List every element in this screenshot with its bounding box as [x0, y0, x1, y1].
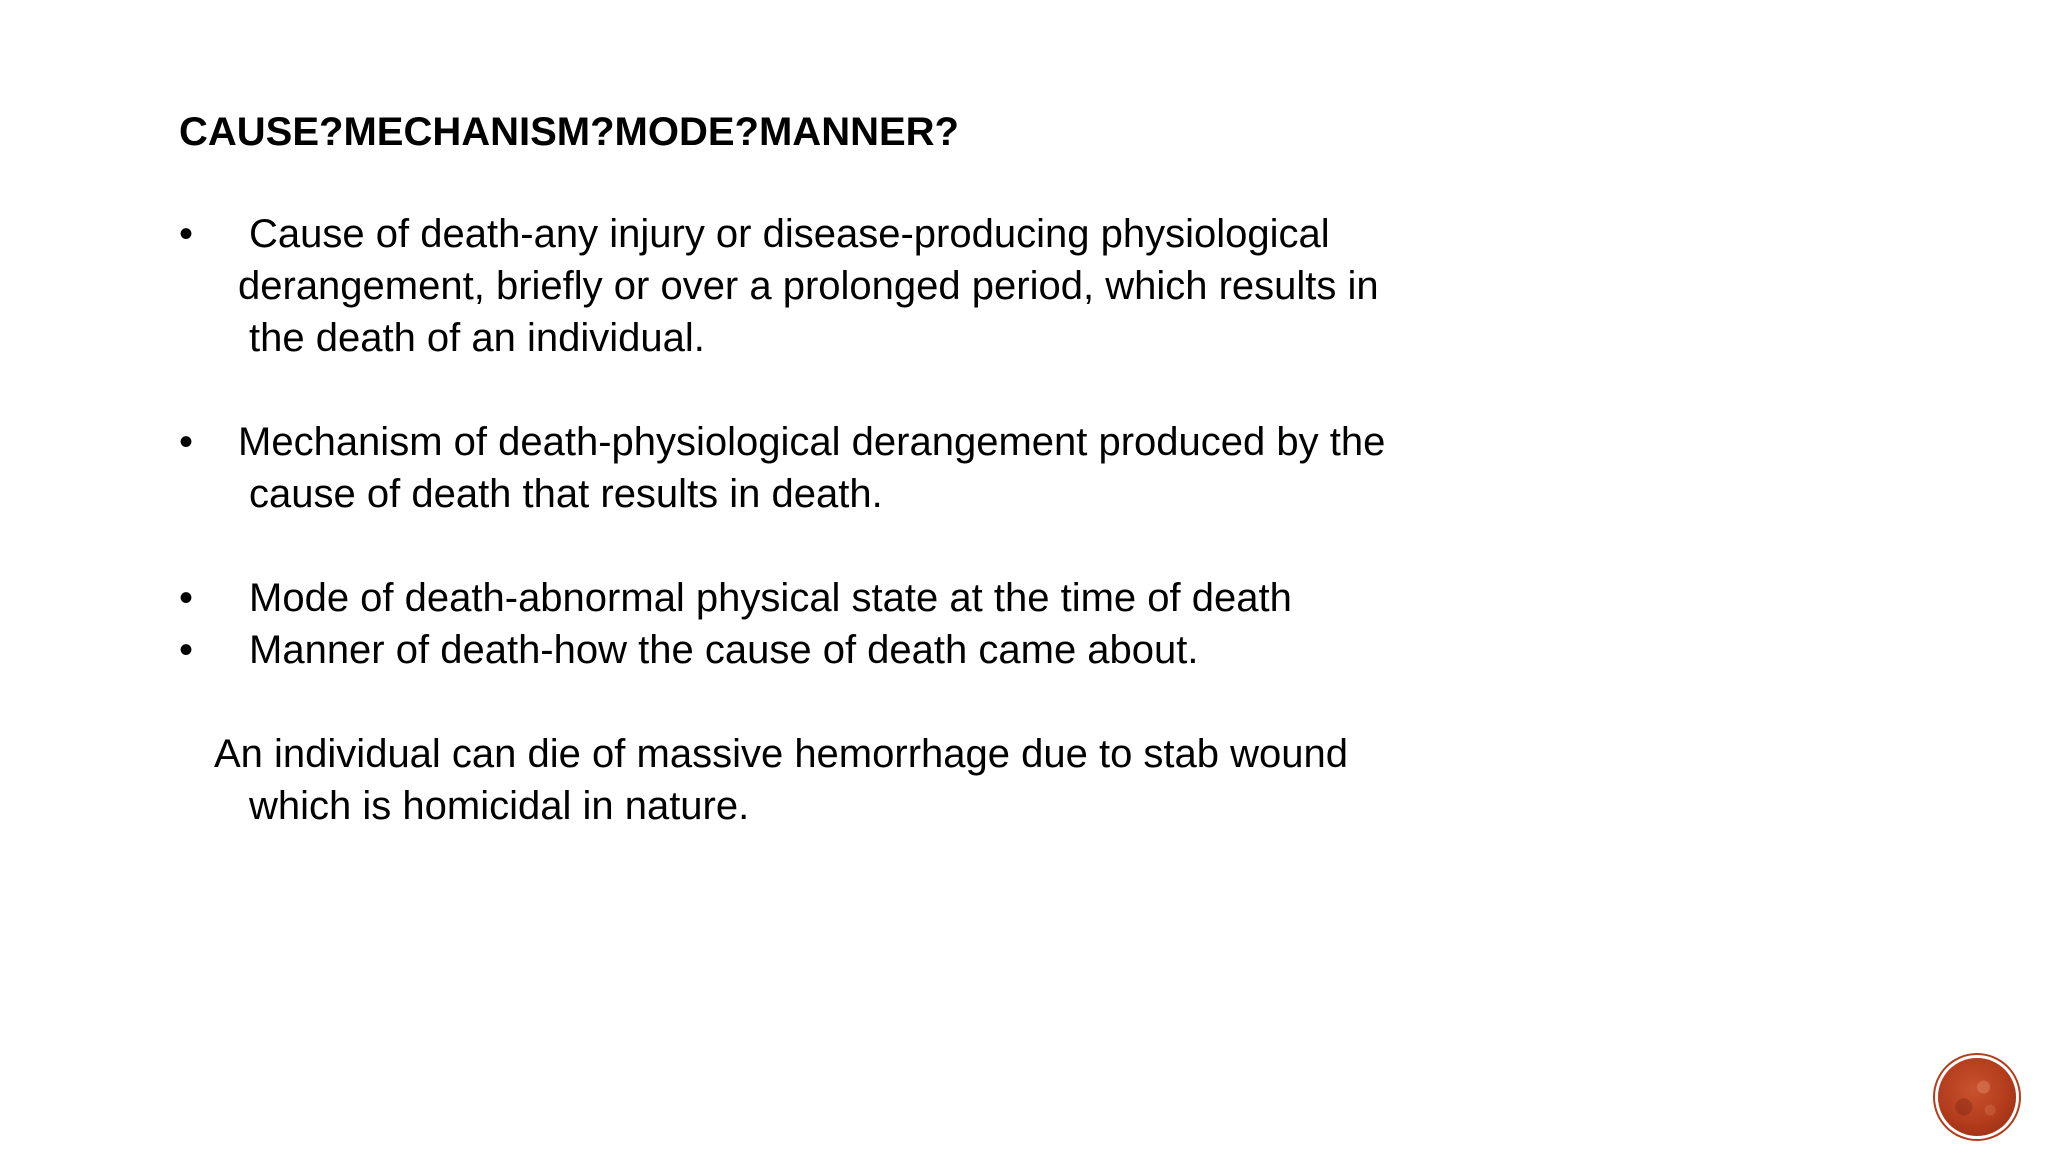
example-line-2: which is homicidal in nature. [249, 784, 750, 828]
bullet-2-line-1: Mechanism of death-physiological derangement produced by the [238, 420, 1386, 464]
bullet-3-line-1: Mode of death-abnormal physical state at the time of death [249, 576, 1292, 620]
slide-number-badge [1938, 1058, 2016, 1136]
bullet-marker: • [179, 576, 194, 620]
bullet-1-line-1: Cause of death-any injury or disease-producing physiological [249, 212, 1330, 256]
bullet-marker: • [179, 212, 194, 256]
bullet-1-line-2: derangement, briefly or over a prolonged period, which results in [238, 264, 1379, 308]
bullet-2-line-2: cause of death that results in death. [249, 472, 883, 516]
slide-title: CAUSE?MECHANISM?MODE?MANNER? [179, 110, 959, 154]
bullet-marker: • [179, 628, 194, 672]
bullet-1-line-3: the death of an individual. [249, 316, 705, 360]
bullet-marker: • [179, 420, 194, 464]
example-line-1: An individual can die of massive hemorrhage due to stab wound [214, 732, 1349, 776]
bullet-4-line-1: Manner of death-how the cause of death came about. [249, 628, 1199, 672]
badge-texture [1944, 1064, 2010, 1130]
